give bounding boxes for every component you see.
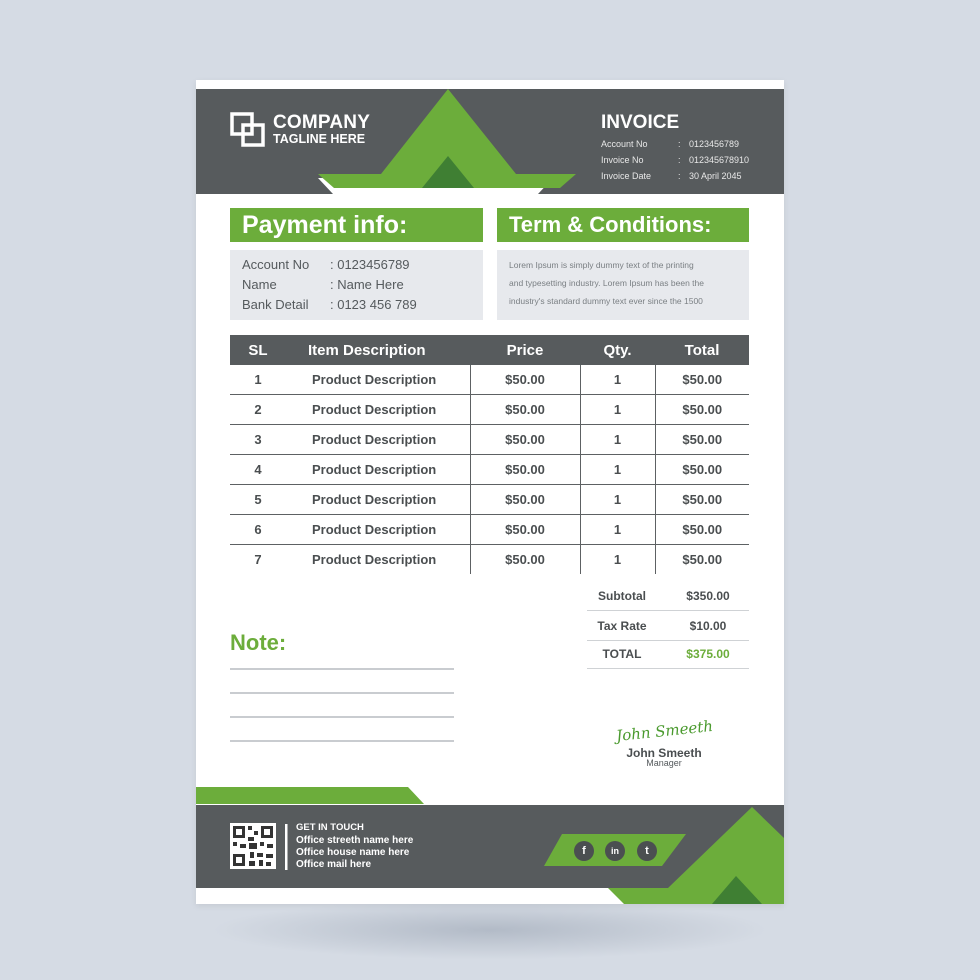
total-value: $375.00: [686, 647, 730, 661]
row-qty: 1: [580, 425, 655, 455]
row-price: $50.00: [470, 425, 580, 455]
invoice-date-sep: :: [678, 171, 681, 181]
row-price: $50.00: [470, 455, 580, 485]
row-description: Product Description: [286, 515, 470, 545]
signature-role: Manager: [646, 758, 682, 768]
row-price: $50.00: [470, 545, 580, 575]
note-line: [230, 740, 454, 742]
invoice-account-sep: :: [678, 139, 681, 149]
table-row: [230, 515, 749, 545]
payment-row-name: [242, 277, 404, 292]
table-header-row: [230, 335, 749, 365]
company-name: COMPANY: [273, 112, 371, 133]
row-price: $50.00: [470, 365, 580, 395]
invoice-number-sep: :: [678, 155, 681, 165]
row-total: $50.00: [655, 395, 749, 425]
payment-bank-label: Bank Detail: [242, 297, 309, 312]
payment-row-account: [242, 257, 410, 272]
company-logo-icon: [230, 112, 266, 148]
linkedin-icon[interactable]: in: [605, 841, 625, 861]
row-total: $50.00: [655, 455, 749, 485]
payment-row-bank: [242, 297, 417, 312]
row-description: Product Description: [286, 485, 470, 515]
header-sl: SL: [230, 335, 286, 365]
row-qty: 1: [580, 395, 655, 425]
subtotal-label: Subtotal: [598, 589, 646, 603]
row-description: Product Description: [286, 365, 470, 395]
subtotal-row: [587, 582, 749, 611]
payment-name-label: Name: [242, 277, 277, 292]
terms-title: Term & Conditions:: [497, 208, 749, 242]
row-description: Product Description: [286, 455, 470, 485]
table-row: [230, 365, 749, 395]
tax-value: $10.00: [689, 619, 727, 633]
footer-divider: [285, 824, 288, 870]
invoice-date-value: 30 April 2045: [689, 171, 742, 181]
row-total: $50.00: [655, 515, 749, 545]
row-sl: 6: [230, 515, 286, 545]
table-row: [230, 395, 749, 425]
payment-bank-value: : 0123 456 789: [330, 297, 417, 312]
row-qty: 1: [580, 365, 655, 395]
row-description: Product Description: [286, 425, 470, 455]
total-label: TOTAL: [602, 647, 642, 661]
row-total: $50.00: [655, 425, 749, 455]
note-line: [230, 692, 454, 694]
tax-label: Tax Rate: [597, 619, 647, 633]
terms-line: and typesetting industry. Lorem Ipsum has been the: [509, 278, 704, 288]
company-tagline: TAGLINE HERE: [273, 132, 366, 146]
row-sl: 4: [230, 455, 286, 485]
row-total: $50.00: [655, 485, 749, 515]
invoice-account-label: Account No: [601, 139, 648, 149]
row-price: $50.00: [470, 395, 580, 425]
payment-info-title: Payment info:: [230, 208, 483, 242]
terms-line: industry's standard dummy text ever since the 1500: [509, 296, 703, 306]
table-row: [230, 545, 749, 575]
terms-text: [509, 256, 741, 310]
header-description: Item Description: [286, 335, 470, 365]
invoice-account-value: 0123456789: [689, 139, 740, 149]
row-price: $50.00: [470, 485, 580, 515]
row-sl: 5: [230, 485, 286, 515]
row-description: Product Description: [312, 552, 437, 567]
row-price: $50.00: [470, 515, 580, 545]
twitter-icon[interactable]: t: [637, 841, 657, 861]
table-row: [230, 455, 749, 485]
signature-name: John Smeeth: [626, 746, 702, 760]
invoice-number-label: Invoice No: [601, 155, 644, 165]
header-qty: Qty.: [580, 335, 655, 365]
footer-address-line: Office streeth name here: [296, 835, 414, 846]
subtotal-value: $350.00: [686, 589, 730, 603]
note-line: [230, 716, 454, 718]
footer-heading: GET IN TOUCH: [296, 822, 364, 833]
table-row: [230, 425, 749, 455]
row-qty: 1: [580, 455, 655, 485]
payment-account-value: : 0123456789: [330, 257, 410, 272]
invoice-date-label: Invoice Date: [601, 171, 652, 181]
row-qty: 1: [580, 485, 655, 515]
row-total: $50.00: [655, 545, 749, 575]
footer-band: [196, 780, 784, 904]
terms-line: Lorem Ipsum is simply dummy text of the printing: [509, 260, 694, 270]
footer-address-line: Office house name here: [296, 847, 410, 858]
invoice-page: [196, 80, 784, 904]
row-sl: 1: [230, 365, 286, 395]
row-total: $50.00: [655, 365, 749, 395]
row-sl: 7: [254, 552, 262, 567]
page-shadow: [210, 900, 770, 960]
note-title: Note:: [230, 630, 287, 655]
payment-name-value: : Name Here: [330, 277, 404, 292]
invoice-number-value: 012345678910: [689, 155, 750, 165]
footer-mail-line: Office mail here: [296, 859, 372, 870]
row-sl: 3: [230, 425, 286, 455]
row-qty: 1: [580, 515, 655, 545]
tax-row: [587, 612, 749, 641]
row-qty: 1: [580, 545, 655, 575]
note-line: [230, 668, 454, 670]
invoice-title: INVOICE: [601, 112, 680, 133]
header-total: Total: [655, 335, 749, 365]
payment-info-box: [230, 250, 483, 320]
footer-green-strip: [196, 787, 424, 804]
total-row: [587, 640, 749, 669]
signature-script: John Smeeth: [615, 716, 714, 746]
qr-code-icon: [230, 823, 276, 869]
payment-account-label: Account No: [242, 257, 310, 272]
terms-box: [497, 250, 749, 320]
facebook-icon[interactable]: f: [574, 841, 594, 861]
row-sl: 2: [230, 395, 286, 425]
table-row: [230, 485, 749, 515]
items-table: [230, 335, 749, 574]
header-price: Price: [470, 335, 580, 365]
row-description: Product Description: [286, 395, 470, 425]
